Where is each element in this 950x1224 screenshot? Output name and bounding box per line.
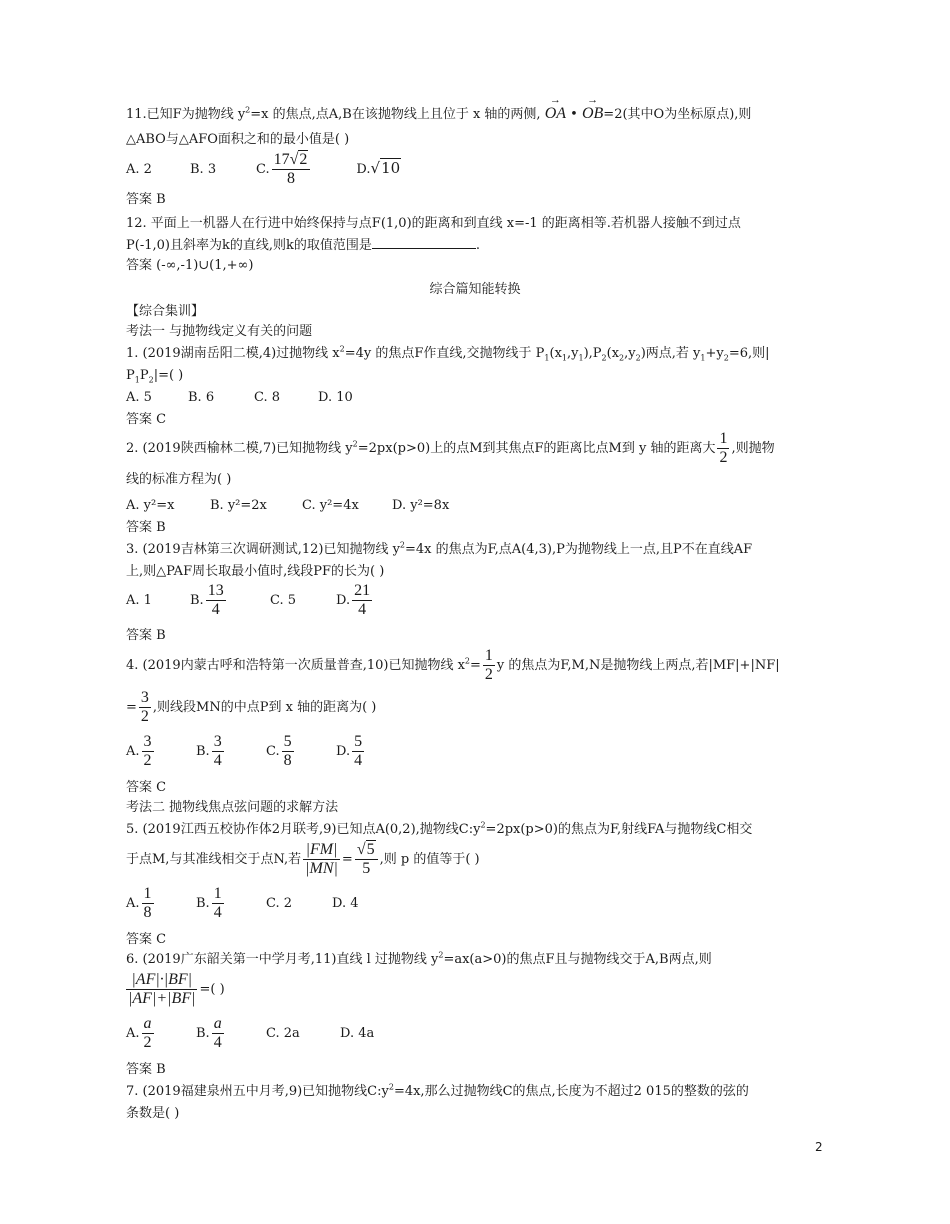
vector-arrow-icon: → bbox=[549, 94, 561, 106]
frac-num: 3 bbox=[143, 733, 152, 750]
p1-sub: 2 bbox=[723, 353, 729, 363]
p7-sup: 2 bbox=[388, 1082, 394, 1092]
fraction bbox=[352, 582, 372, 619]
fraction bbox=[272, 151, 311, 188]
q11-option-a: A. 2 bbox=[126, 162, 152, 177]
p4-option-c-label: C. bbox=[266, 744, 280, 759]
fraction bbox=[212, 733, 224, 770]
p6-line1 bbox=[126, 950, 712, 970]
frac-num: 3 bbox=[213, 733, 222, 750]
p5-options bbox=[126, 884, 359, 924]
p6-text: =ax(a>0)的焦点F且与抛物线交于A,B两点,则 bbox=[443, 952, 712, 967]
fraction bbox=[282, 733, 294, 770]
q11-text-a: 11.已知F为抛物线 y bbox=[126, 107, 246, 122]
p4-option-c bbox=[266, 732, 336, 772]
p4-option-b-label: B. bbox=[196, 744, 210, 759]
p1-text: P bbox=[126, 368, 135, 383]
p1-sup: 2 bbox=[339, 344, 345, 354]
p5-text: 5. (2019江西五校协作体2月联考,9)已知点A(0,2),抛物线C:y bbox=[126, 822, 481, 837]
frac-den: 2 bbox=[143, 752, 152, 769]
p1-text: ),P bbox=[583, 346, 602, 361]
p4-sup: 2 bbox=[464, 656, 470, 666]
p4-options bbox=[126, 732, 366, 772]
vector-oa bbox=[544, 94, 567, 124]
frac-den: |MN| bbox=[305, 860, 338, 877]
p4-option-d-label: D. bbox=[336, 744, 351, 759]
frac-den: 2 bbox=[140, 708, 149, 725]
p2-text: ,则抛物 bbox=[731, 441, 775, 456]
p4-text: y 的焦点为F,M,N是抛物线上两点,若|MF|+|NF| bbox=[496, 658, 780, 673]
p2-option-b: B. y²=2x bbox=[210, 498, 267, 513]
p2-option-a: A. y²=x bbox=[126, 498, 175, 513]
p1-option-c: C. 8 bbox=[254, 390, 281, 405]
frac-num: 5 bbox=[283, 733, 292, 750]
q12-line2 bbox=[126, 236, 480, 256]
frac-num: 21 bbox=[354, 582, 371, 599]
fraction bbox=[142, 885, 154, 922]
frac-den: 2 bbox=[143, 1034, 152, 1051]
vector-ob bbox=[581, 94, 604, 124]
fraction bbox=[303, 841, 340, 878]
p5-option-b bbox=[196, 884, 266, 924]
frac-den: 8 bbox=[283, 752, 292, 769]
vector-arrow-icon: → bbox=[587, 94, 599, 106]
frac-num: |FM| bbox=[303, 841, 340, 860]
frac-num: 1 bbox=[484, 647, 493, 664]
frac-den: |AF|+|BF| bbox=[128, 990, 196, 1007]
sqrt-radicand: 2 bbox=[299, 151, 308, 168]
fraction bbox=[206, 582, 226, 619]
fraction bbox=[483, 647, 495, 684]
p4-text: = bbox=[126, 700, 137, 715]
q12-answer: 答案 (-∞,-1)∪(1,+∞) bbox=[126, 258, 254, 273]
vector-ob-label: OB bbox=[581, 105, 604, 122]
p1-sub: 1 bbox=[700, 353, 706, 363]
p2-options bbox=[126, 496, 449, 516]
frac-coef: 17 bbox=[273, 151, 290, 168]
method2-title: 考法二 抛物线焦点弦问题的求解方法 bbox=[126, 800, 339, 815]
p6-option-a-label: A. bbox=[126, 1026, 140, 1041]
fraction bbox=[352, 733, 364, 770]
frac-den: 5 bbox=[362, 860, 371, 877]
p7-line2: 条数是( ) bbox=[126, 1106, 180, 1121]
p1-line2 bbox=[126, 366, 183, 386]
frac-den: 4 bbox=[354, 752, 363, 769]
frac-den: 4 bbox=[358, 601, 367, 618]
frac-den: 8 bbox=[287, 170, 296, 187]
p1-text: ,y bbox=[624, 346, 636, 361]
p2-line2: 线的标准方程为( ) bbox=[126, 472, 232, 487]
p4-text: = bbox=[470, 658, 481, 673]
frac-den: 2 bbox=[719, 449, 728, 466]
p6-option-c: C. 2a bbox=[266, 1026, 300, 1041]
p6-text: =( ) bbox=[199, 982, 225, 997]
collection-title: 【综合集训】 bbox=[126, 304, 205, 319]
p1-options bbox=[126, 388, 353, 408]
p1-text: P bbox=[139, 368, 149, 383]
fraction bbox=[717, 430, 729, 467]
p2-line1 bbox=[126, 430, 775, 467]
p3-option-c: C. 5 bbox=[270, 593, 297, 608]
frac-num: 1 bbox=[143, 885, 152, 902]
q12-text-a: P(-1,0)且斜率为k的直线,则k的取值范围是 bbox=[126, 238, 372, 253]
frac-den: 4 bbox=[213, 904, 222, 921]
p4-option-a bbox=[126, 732, 196, 772]
p1-option-d: D. 10 bbox=[318, 390, 353, 405]
q11-line2: △ABO与△AFO面积之和的最小值是( ) bbox=[126, 132, 350, 147]
q12-line1: 12. 平面上一机器人在行进中始终保持与点F(1,0)的距离和到直线 x=-1 的距离相等.若机器人接触不到过点 bbox=[126, 216, 741, 231]
p2-text: =2px(p>0)上的点M到其焦点F的距离比点M到 y 轴的距离大 bbox=[357, 441, 716, 456]
frac-den: 4 bbox=[211, 601, 220, 618]
p3-line2: 上,则△PAF周长取最小值时,线段PF的长为( ) bbox=[126, 564, 385, 579]
frac-num: 5 bbox=[354, 733, 363, 750]
p6-line2 bbox=[126, 970, 225, 1010]
p3-line1 bbox=[126, 540, 752, 560]
fraction bbox=[142, 1015, 154, 1052]
p1-text: =6,则| bbox=[728, 346, 770, 361]
p6-option-a bbox=[126, 1014, 196, 1054]
section-title: 综合篇知能转换 bbox=[429, 282, 521, 297]
p3-answer: 答案 B bbox=[126, 628, 166, 643]
p2-text: 2. (2019陕西榆林二模,7)已知抛物线 y bbox=[126, 441, 353, 456]
p7-line1 bbox=[126, 1082, 749, 1102]
q11-option-d bbox=[356, 150, 401, 188]
method1-title: 考法一 与抛物线定义有关的问题 bbox=[126, 324, 313, 339]
p1-answer: 答案 C bbox=[126, 412, 167, 427]
q11-answer: 答案 B bbox=[126, 192, 166, 207]
q11-line1 bbox=[126, 94, 752, 125]
page-number: 2 bbox=[815, 1140, 823, 1154]
p1-text: =4y 的焦点F作直线,交抛物线于 P bbox=[344, 346, 545, 361]
vector-oa-label: OA bbox=[544, 105, 567, 122]
p6-answer: 答案 B bbox=[126, 1062, 166, 1077]
q11-option-d-label: D. bbox=[356, 162, 371, 177]
dot-operator: • bbox=[566, 107, 582, 122]
frac-num: 1 bbox=[213, 885, 222, 902]
p3-options bbox=[126, 582, 374, 620]
fraction bbox=[126, 971, 197, 1008]
p5-sup: 2 bbox=[480, 820, 486, 830]
q11-text-b: =x 的焦点,点A,B在该抛物线上且位于 x 轴的两侧, bbox=[250, 107, 541, 122]
p1-sub: 1 bbox=[578, 353, 584, 363]
p6-sup: 2 bbox=[438, 950, 444, 960]
p6-text: 6. (2019广东韶关第一中学月考,11)直线 l 过抛物线 y bbox=[126, 952, 439, 967]
p1-sub: 2 bbox=[148, 375, 154, 385]
p4-line1 bbox=[126, 646, 780, 686]
sqrt-icon: √2 bbox=[289, 151, 308, 168]
p5-line1 bbox=[126, 820, 752, 840]
q11-option-b: B. 3 bbox=[190, 162, 217, 177]
p1-text: +y bbox=[705, 346, 724, 361]
frac-den: 2 bbox=[484, 666, 493, 683]
p5-text: 于点M,与其准线相交于点N,若 bbox=[126, 852, 302, 867]
q11-options bbox=[126, 150, 401, 188]
p1-sub: 1 bbox=[544, 353, 550, 363]
p1-option-a: A. 5 bbox=[126, 390, 152, 405]
fraction bbox=[139, 689, 151, 726]
q11-option-c-label: C. bbox=[256, 162, 270, 177]
p5-text: = bbox=[341, 852, 353, 867]
frac-den: 4 bbox=[213, 752, 222, 769]
p5-option-c: C. 2 bbox=[266, 896, 293, 911]
p3-text: =4x 的焦点为F,点A(4,3),P为抛物线上一点,且P不在直线AF bbox=[405, 542, 753, 557]
p1-sub: 2 bbox=[635, 353, 641, 363]
answer-blank bbox=[372, 236, 476, 249]
p2-option-d: D. y²=8x bbox=[392, 498, 450, 513]
p5-answer: 答案 C bbox=[126, 932, 167, 947]
p3-sup: 2 bbox=[399, 540, 406, 550]
p1-text: 1. (2019湖南岳阳二模,4)过抛物线 x bbox=[126, 346, 340, 361]
p1-sub: 1 bbox=[561, 353, 568, 363]
frac-num: 1 bbox=[719, 430, 728, 447]
frac-num: 13 bbox=[207, 582, 224, 599]
p1-text: )两点,若 y bbox=[640, 346, 701, 361]
p5-option-a bbox=[126, 884, 196, 924]
p6-option-d: D. 4a bbox=[340, 1026, 375, 1041]
p3-option-d-label: D. bbox=[336, 593, 351, 608]
p5-text: ,则 p 的值等于( ) bbox=[379, 852, 480, 867]
frac-num: a bbox=[143, 1015, 152, 1032]
sqrt-icon: √5 bbox=[356, 841, 375, 858]
p5-option-d: D. 4 bbox=[332, 896, 359, 911]
p4-option-b bbox=[196, 732, 266, 772]
p4-text: 4. (2019内蒙古呼和浩特第一次质量普查,10)已知抛物线 x bbox=[126, 658, 465, 673]
p4-text: ,则线段MN的中点P到 x 轴的距离为( ) bbox=[152, 700, 377, 715]
p3-option-b-label: B. bbox=[190, 593, 204, 608]
p1-text: (x bbox=[606, 346, 620, 361]
q11-option-c bbox=[256, 151, 312, 188]
p6-option-b-label: B. bbox=[196, 1026, 210, 1041]
p1-sub: 2 bbox=[619, 353, 625, 363]
frac-num: 3 bbox=[140, 689, 149, 706]
p2-sup: 2 bbox=[352, 439, 358, 449]
q11-text-c: =2(其中O为坐标原点),则 bbox=[603, 107, 752, 122]
p3-option-b bbox=[190, 582, 270, 620]
q11-sup: 2 bbox=[245, 105, 251, 115]
p6-option-b bbox=[196, 1014, 266, 1054]
p4-line2 bbox=[126, 688, 376, 728]
fraction bbox=[142, 733, 154, 770]
p3-option-d bbox=[336, 582, 374, 620]
p7-text: =4x,那么过抛物线C的焦点,长度为不超过2 015的整数的弦的 bbox=[393, 1084, 749, 1099]
fraction bbox=[355, 841, 378, 878]
sqrt-radicand: 10 bbox=[381, 159, 401, 177]
p3-option-a: A. 1 bbox=[126, 593, 152, 608]
p5-text: =2px(p>0)的焦点为F,射线FA与抛物线C相交 bbox=[485, 822, 753, 837]
p1-sub: 1 bbox=[134, 375, 140, 385]
p3-text: 3. (2019吉林第三次调研测试,12)已知抛物线 y bbox=[126, 542, 400, 557]
p1-text: ,y bbox=[567, 346, 579, 361]
p1-line1 bbox=[126, 344, 770, 364]
frac-num: a bbox=[213, 1015, 222, 1032]
p5-line2 bbox=[126, 840, 480, 880]
p5-option-a-label: A. bbox=[126, 896, 140, 911]
p4-option-d bbox=[336, 732, 366, 772]
p4-answer: 答案 C bbox=[126, 780, 167, 795]
p6-options bbox=[126, 1014, 374, 1054]
sqrt-radicand: 5 bbox=[366, 841, 375, 858]
p1-sub: 2 bbox=[601, 353, 607, 363]
fraction bbox=[212, 885, 224, 922]
p7-text: 7. (2019福建泉州五中月考,9)已知抛物线C:y bbox=[126, 1084, 389, 1099]
p1-text: |=( ) bbox=[153, 368, 184, 383]
p5-option-b-label: B. bbox=[196, 896, 210, 911]
q12-text-b: . bbox=[475, 238, 480, 253]
frac-den: 4 bbox=[213, 1034, 222, 1051]
p1-option-b: B. 6 bbox=[188, 390, 215, 405]
frac-num: |AF|·|BF| bbox=[126, 971, 197, 990]
sqrt-icon: √10 bbox=[370, 159, 401, 177]
p2-option-c: C. y²=4x bbox=[302, 498, 359, 513]
p4-option-a-label: A. bbox=[126, 744, 140, 759]
p2-answer: 答案 B bbox=[126, 520, 166, 535]
p1-text: (x bbox=[549, 346, 562, 361]
fraction bbox=[212, 1015, 224, 1052]
frac-den: 8 bbox=[143, 904, 152, 921]
